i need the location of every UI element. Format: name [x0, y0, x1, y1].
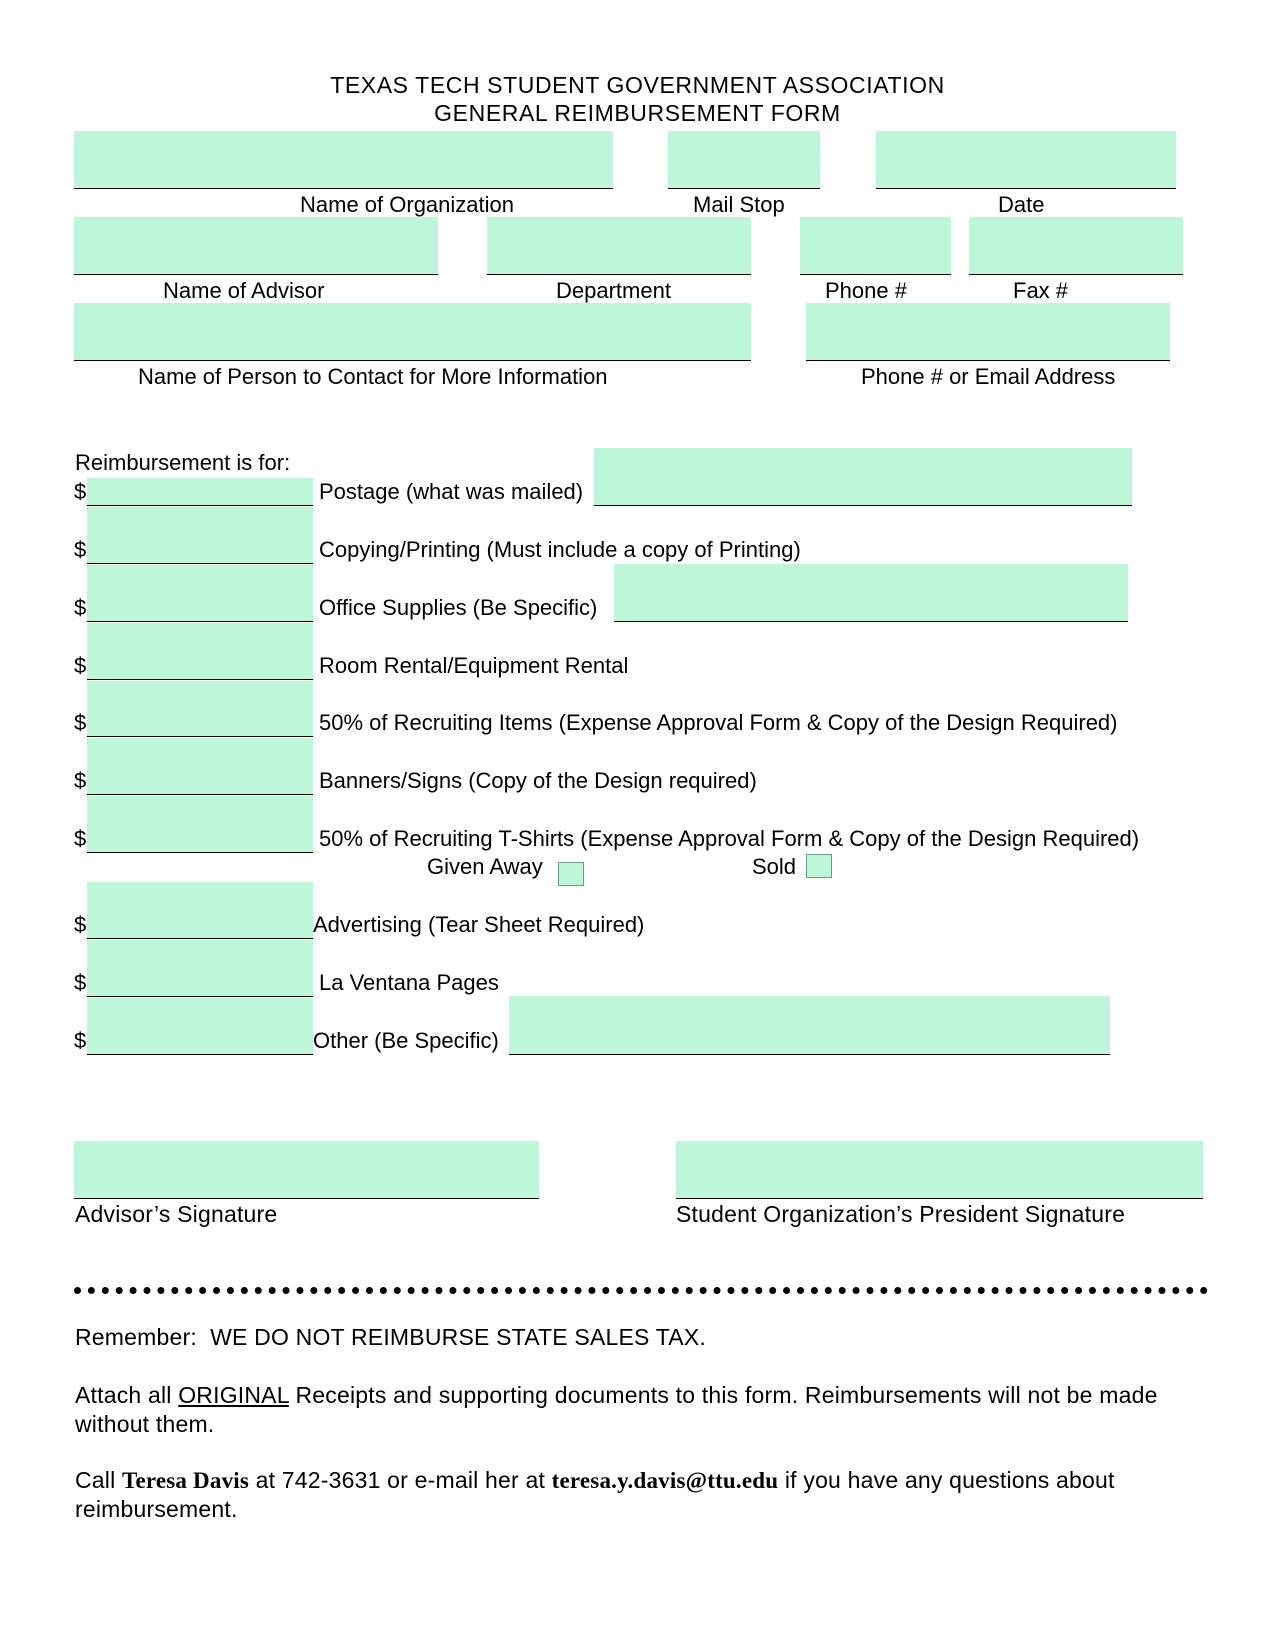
currency-symbol: $ — [74, 912, 87, 937]
president-signature-input[interactable] — [676, 1141, 1203, 1199]
contact-note — [75, 1466, 1205, 1524]
room-rental-amount-line — [87, 679, 313, 680]
copying-amount-input[interactable] — [87, 507, 313, 564]
currency-symbol: $ — [74, 1028, 87, 1053]
call-mid: at 742-3631 or e-mail her at — [255, 1467, 546, 1493]
advisor-signature-label: Advisor’s Signature — [75, 1201, 278, 1227]
postage-amount-input[interactable] — [87, 478, 313, 506]
mail-stop-label: Mail Stop — [693, 192, 785, 217]
advertising-label: Advertising (Tear Sheet Required) — [313, 912, 645, 937]
other-amount-input[interactable] — [87, 998, 313, 1055]
fax-label: Fax # — [1013, 278, 1069, 303]
call-post: if you have any questions about reimbursement. — [75, 1467, 1115, 1522]
currency-symbol: $ — [74, 970, 87, 995]
other-detail-input[interactable] — [509, 996, 1110, 1055]
advertising-amount-line — [87, 938, 313, 939]
advisor-input[interactable] — [74, 217, 438, 275]
office-supplies-detail-input[interactable] — [614, 564, 1128, 622]
advisor-signature-input[interactable] — [74, 1141, 539, 1199]
copying-amount-line — [87, 563, 313, 564]
department-label: Department — [556, 278, 671, 303]
remember-text: WE DO NOT REIMBURSE STATE SALES TAX. — [210, 1324, 706, 1350]
currency-symbol: $ — [74, 710, 87, 735]
banners-label: Banners/Signs (Copy of the Design required) — [319, 768, 757, 793]
call-pre: Call — [75, 1467, 116, 1493]
advisor-label: Name of Advisor — [163, 278, 325, 303]
la-ventana-amount-line — [87, 996, 313, 997]
given-away-label: Given Away — [427, 854, 543, 879]
attach-post: Receipts and supporting documents to this form. Reimbursements will not be made without them. — [75, 1382, 1158, 1437]
department-input[interactable] — [487, 217, 751, 275]
office-supplies-label: Office Supplies (Be Specific) — [319, 595, 598, 620]
postage-detail-input[interactable] — [594, 448, 1132, 506]
date-input[interactable] — [876, 131, 1176, 189]
phone-label: Phone # — [825, 278, 907, 303]
la-ventana-amount-input[interactable] — [87, 940, 313, 997]
banners-amount-line — [87, 794, 313, 795]
president-signature-label: Student Organization’s President Signature — [676, 1201, 1126, 1227]
office-supplies-amount-input[interactable] — [87, 565, 313, 622]
recruiting-items-amount-line — [87, 736, 313, 737]
sold-label: Sold — [752, 854, 797, 879]
given-away-checkbox[interactable] — [558, 862, 584, 886]
sold-checkbox[interactable] — [806, 854, 832, 878]
contact-name: Teresa Davis — [122, 1468, 250, 1493]
organization-label: Name of Organization — [300, 192, 514, 217]
other-label: Other (Be Specific) — [313, 1028, 499, 1053]
mail-stop-input[interactable] — [668, 131, 820, 189]
tshirts-amount-input[interactable] — [87, 796, 313, 853]
tshirts-amount-line — [87, 852, 313, 853]
recruiting-items-label: 50% of Recruiting Items (Expense Approval Form & Copy of the Design Required) — [319, 710, 1118, 735]
currency-symbol: $ — [74, 768, 87, 793]
form-title-line1: TEXAS TECH STUDENT GOVERNMENT ASSOCIATION — [330, 72, 945, 98]
reimbursement-heading: Reimbursement is for: — [75, 450, 291, 475]
room-rental-label: Room Rental/Equipment Rental — [319, 653, 629, 678]
remember-note — [75, 1323, 1205, 1352]
currency-symbol: $ — [74, 537, 87, 562]
fax-input[interactable] — [969, 217, 1183, 275]
banners-amount-input[interactable] — [87, 738, 313, 795]
dotted-divider — [74, 1287, 1208, 1294]
contact-info-input[interactable] — [806, 303, 1170, 361]
organization-input[interactable] — [74, 131, 613, 189]
copying-label: Copying/Printing (Must include a copy of Printing) — [319, 537, 801, 562]
currency-symbol: $ — [74, 653, 87, 678]
contact-person-input[interactable] — [74, 303, 751, 361]
remember-label: Remember: — [75, 1324, 197, 1350]
room-rental-amount-input[interactable] — [87, 623, 313, 680]
recruiting-items-amount-input[interactable] — [87, 681, 313, 737]
postage-amount-line — [87, 505, 313, 506]
office-supplies-amount-line — [87, 621, 313, 622]
other-amount-line — [87, 1054, 313, 1055]
currency-symbol: $ — [74, 826, 87, 851]
la-ventana-label: La Ventana Pages — [319, 970, 499, 995]
phone-input[interactable] — [800, 217, 951, 275]
date-label: Date — [998, 192, 1045, 217]
attach-emphasis: ORIGINAL — [178, 1382, 289, 1408]
currency-symbol: $ — [74, 479, 87, 504]
attach-pre: Attach all — [75, 1382, 172, 1408]
contact-person-label: Name of Person to Contact for More Information — [138, 364, 608, 389]
attach-note — [75, 1381, 1205, 1439]
tshirts-label: 50% of Recruiting T-Shirts (Expense Approval Form & Copy of the Design Required) — [319, 826, 1140, 851]
postage-label: Postage (what was mailed) — [319, 479, 584, 504]
advertising-amount-input[interactable] — [87, 882, 313, 939]
currency-symbol: $ — [74, 595, 87, 620]
contact-email[interactable]: teresa.y.davis@ttu.edu — [551, 1468, 779, 1493]
contact-info-label: Phone # or Email Address — [861, 364, 1116, 389]
form-title-line2: GENERAL REIMBURSEMENT FORM — [434, 100, 841, 126]
